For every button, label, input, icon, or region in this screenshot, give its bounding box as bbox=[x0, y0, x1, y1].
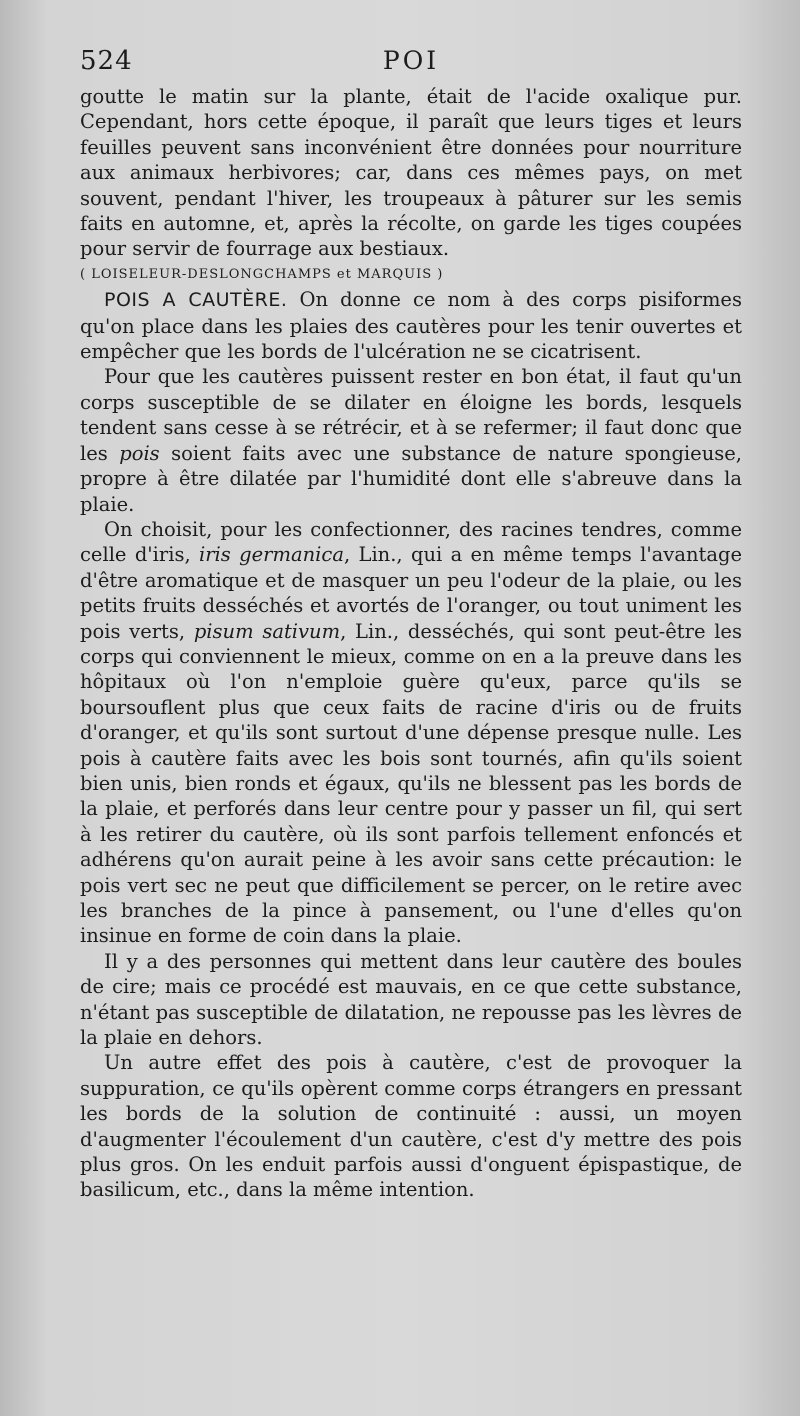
italic-term: pisum sativum bbox=[193, 619, 341, 643]
text-run: , Lin., desséchés, qui sont peut-être les corps qui conviennent le mieux, comme on en a la preuve dans les hôpitaux où l'on n'emploie guère qu'eux, parce qu'ils se boursouflent plus que ceux faits de racine d'iris ou de fruits d'oranger, et qu'ils sont surtout d'une dépense presque nulle. Les pois à cautère faits avec les bois sont tournés, afin qu'ils soient bien unis, bien ronds et égaux, qu'ils ne blessent pas les bords de la plaie, et perforés dans leur centre pour y passer un fil, qui sert à les retirer du cautère, où ils sont parfois tellement enfoncés et adhérens qu'on aurait peine à les avoir sans cette précaution: le pois vert sec ne peut que difficilement se percer, on le retire avec les branches de la pince à pansement, ou l'une d'elles qu'on insinue en forme de coin dans la plaie. bbox=[80, 619, 742, 948]
running-head bbox=[80, 46, 742, 82]
article-heading: POIS A CAUTÈRE. bbox=[104, 289, 288, 312]
paragraph-wax: Il y a des personnes qui mettent dans leur cautère des boules de cire; mais ce procédé est mauvais, en ce que cette substance, n'étant pas susceptible de dilatation, ne repousse pas les lèvres de la plaie en dehors. bbox=[80, 949, 742, 1050]
text-run: soient faits avec une substance de nature spongieuse, propre à être dilatée par l'humidité dont elle s'abreuve dans la plaie. bbox=[80, 441, 743, 516]
article-intro-text: On donne ce nom à des corps pisiformes qu'on place dans les plaies des cautères pour les tenir ouvertes et empêcher que les bords de l'ulcération ne se cicatrisent. bbox=[80, 288, 742, 364]
text-run: On choisit, pour les confectionner, des racines tendres, comme celle d'iris, bbox=[80, 517, 742, 567]
text-run: Pour que les cautères puissent rester en bon état, il faut qu'un corps susceptible de se dilater en éloigne les bords, lesquels tendent sans cesse à se rétrécir, et à se refermer; il faut donc que les bbox=[80, 365, 742, 465]
paragraph-dilatation bbox=[80, 364, 742, 516]
text-run: , Lin., qui a en même temps l'avantage d'être aromatique et de masquer un peu l'odeur de la plaie, ou les petits fruits desséchés et avortés de l'oranger, ou tout uniment les pois verts, bbox=[80, 543, 742, 643]
running-title: POI bbox=[382, 46, 440, 75]
page-number: 524 bbox=[80, 46, 133, 76]
paragraph-suppuration: Un autre effet des pois à cautère, c'est de provoquer la suppuration, ce qu'ils opèrent comme corps étrangers en pressant les bords de la solution de continuité : aussi, un moyen d'augmenter l'écoulement d'un cautère, c'est d'y mettre des pois plus gros. On les enduit parfois aussi d'onguent épispastique, de basilicum, etc., dans la même intention. bbox=[80, 1051, 742, 1202]
paragraph-materials bbox=[80, 517, 742, 949]
paragraph-article-intro bbox=[80, 287, 742, 364]
author-signature: ( LOISELEUR-DESLONGCHAMPS et MARQUIS ) bbox=[80, 266, 444, 282]
paragraph-continuation: goutte le matin sur la plante, était de l'acide oxalique pur. Cependant, hors cette époque, il paraît que leurs tiges et leurs feuilles peuvent sans inconvénient être données pour nourriture aux animaux herbivores; car, dans ces mêmes pays, on met souvent, pendant l'hiver, les troupeaux à pâturer sur les semis faits en automne, et, après la récolte, on garde les tiges coupées pour servir de fourrage aux bestiaux. bbox=[80, 85, 742, 261]
text-block bbox=[80, 84, 742, 1203]
italic-term: iris germanica bbox=[199, 543, 344, 567]
italic-term: pois bbox=[119, 441, 160, 465]
